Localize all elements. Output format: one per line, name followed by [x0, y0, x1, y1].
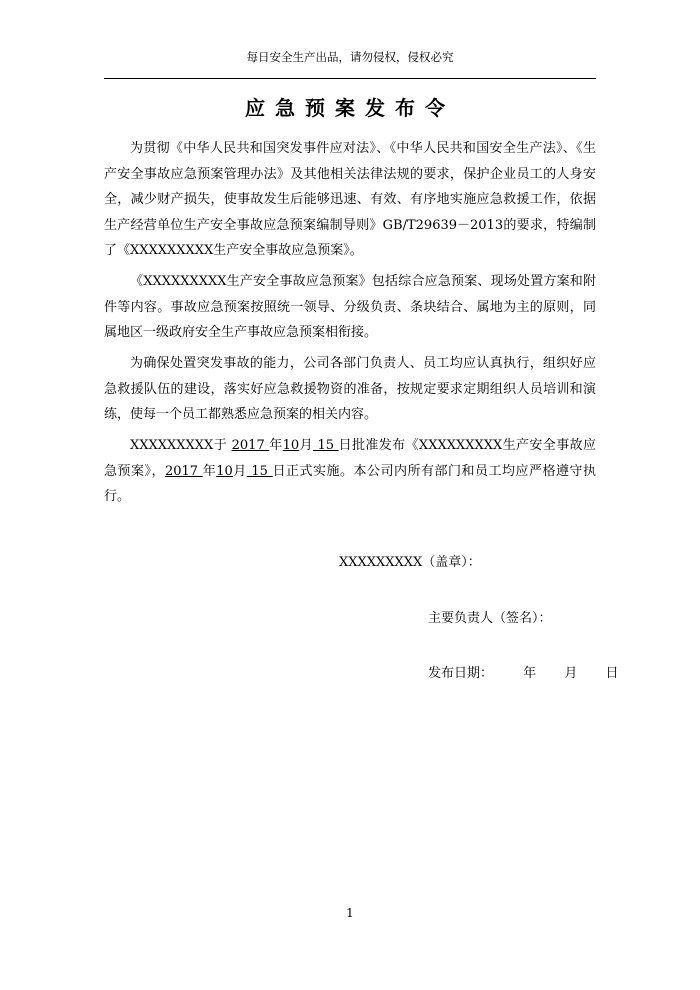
approve-year: 2017 — [231, 438, 270, 453]
text-nian: 年 — [269, 438, 283, 453]
date-month: 月 — [564, 666, 578, 681]
effect-month: 10 — [216, 463, 233, 479]
approve-month: 10 — [282, 438, 300, 453]
text-tail: 日正式实施。本公司内所有部门和员工均应严格遵守执行。 — [104, 463, 596, 504]
header-rule — [104, 78, 596, 79]
date-label: 发布日期： — [428, 666, 494, 681]
effect-day: 15 — [246, 463, 273, 479]
paragraph-3: 为确保处置突发事故的能力，公司各部门负责人、员工均应认真执行，组织好应急救援队伍的建设，落实好应急救援物资的准备，按规定要求定期组织人员培训和演练，使每一个员工都熟悉应急预案的相关内容。 — [104, 356, 596, 422]
paragraph-4 — [104, 433, 596, 510]
text-nian-2: 年 — [202, 463, 217, 479]
page-header: 每日安全生产出品，请勿侵权，侵权必究 — [246, 50, 454, 64]
company-name: XXXXXXXXX — [130, 438, 214, 453]
company-seal-line: XXXXXXXXX（盖章）： — [339, 555, 481, 570]
paragraph-2: 《XXXXXXXXX生产安全事故应急预案》包括综合应急预案、现场处置方案和附件等内容。事故应急预案按照统一领导、分级负责、条块结合、属地为主的原则，同属地区一级政府安全生产事故应急预案相衔接。 — [104, 274, 596, 340]
paragraph-1: 为贯彻《中华人民共和国突发事件应对法》、《中华人民共和国安全生产法》、《生产安全事故应急预案管理办法》及其他相关法律法规的要求，保护企业员工的人身安全，减少财产损失，使事故发生后能够迅速、有效、有序地实施应急救援工作，依据生产经营单位生产安全事故应急预案编制导则》GB/T29639－2013的要求，特编制了《XXXXXXXXX生产安全事故应急预案》。 — [104, 141, 596, 258]
approve-day: 15 — [312, 438, 339, 453]
page-title: 应急预案发布令 — [245, 96, 455, 120]
text-yue-2: 月 — [232, 463, 247, 479]
page-number: 1 — [346, 906, 354, 920]
effect-year: 2017 — [164, 463, 203, 479]
text-mid: 日批准发布《XXXXXXXXX生产安全事故应急预案》， — [104, 438, 596, 479]
text-yue: 月 — [299, 438, 313, 453]
date-year: 年 — [523, 666, 537, 681]
date-day: 日 — [605, 666, 619, 681]
responsible-person-signature-line: 主要负责人（签名）： — [428, 611, 552, 626]
text-yu: 于 — [213, 438, 228, 453]
document-body — [104, 136, 596, 515]
release-date-line — [428, 662, 618, 681]
